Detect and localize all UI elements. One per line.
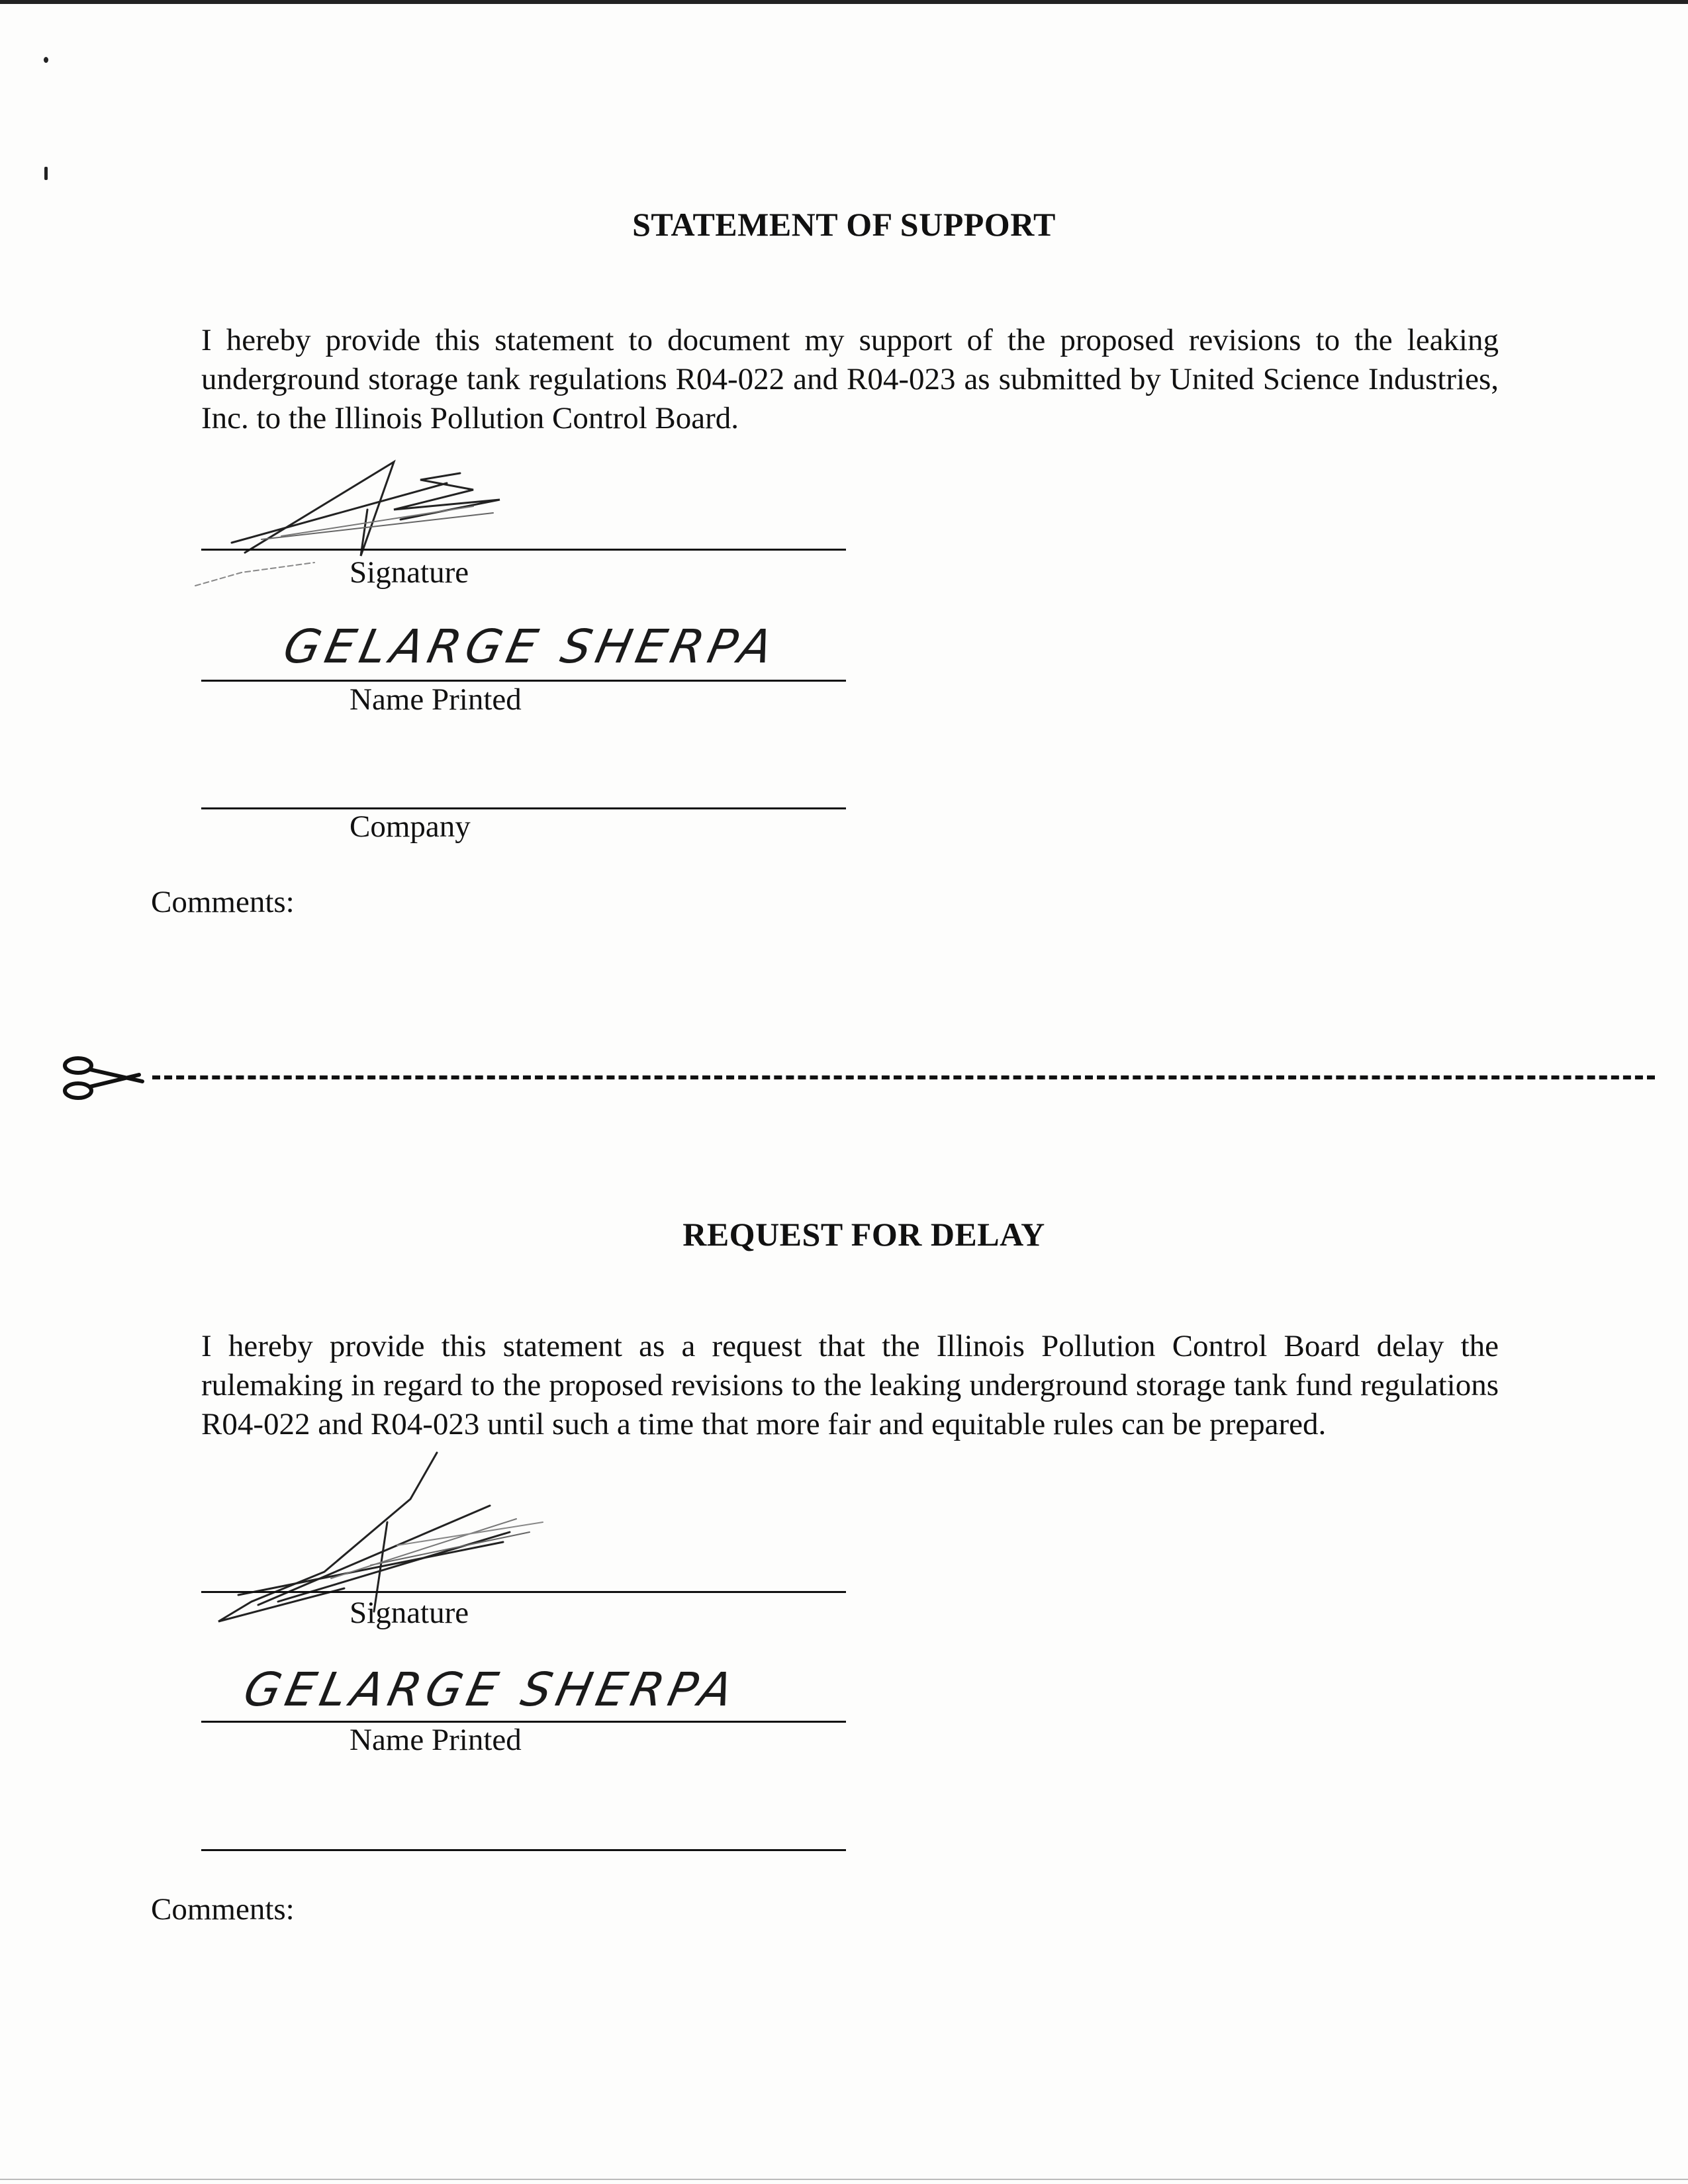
delay-name-handwritten: GELARGE SHERPA: [239, 1662, 743, 1717]
scan-top-edge: [0, 0, 1688, 4]
delay-heading: REQUEST FOR DELAY: [682, 1216, 1045, 1253]
delay-signature-label: Signature: [350, 1596, 469, 1630]
support-comments-label: Comments:: [151, 885, 295, 919]
support-statement: I hereby provide this statement to document my support of the proposed revisions to the leaking underground storage tank regulations R04-022 and R04-023 as submitted by United Science Industries, Inc. to the Illinois Pollution Control Board.: [201, 323, 1499, 435]
cut-line: [152, 1075, 1655, 1079]
scan-speck: [44, 57, 48, 63]
delay-name-label: Name Printed: [350, 1723, 522, 1757]
delay-comments-label: Comments:: [151, 1892, 295, 1927]
support-signature-line: [201, 549, 846, 551]
delay-name-line: [201, 1721, 846, 1723]
delay-signature-line: [201, 1591, 846, 1593]
support-company-line: [201, 807, 846, 809]
support-heading: STATEMENT OF SUPPORT: [632, 206, 1056, 243]
support-name-label: Name Printed: [350, 682, 522, 717]
delay-statement: I hereby provide this statement as a request that the Illinois Pollution Control Board delay the rulemaking in regard to the proposed revisions to the leaking underground storage tank fund regulations R04-022 and R04-023 until such a time that more fair and equitable rules can be prepared.: [201, 1329, 1499, 1441]
support-name-handwritten: GELARGE SHERPA: [279, 619, 782, 674]
scan-bottom-edge: [0, 2179, 1688, 2180]
support-name-line: [201, 680, 846, 682]
scissors-icon: [60, 1052, 146, 1105]
delay-company-line: [201, 1849, 846, 1851]
scan-speck: [44, 167, 48, 180]
support-signature-label: Signature: [350, 555, 469, 590]
support-company-label: Company: [350, 809, 471, 844]
